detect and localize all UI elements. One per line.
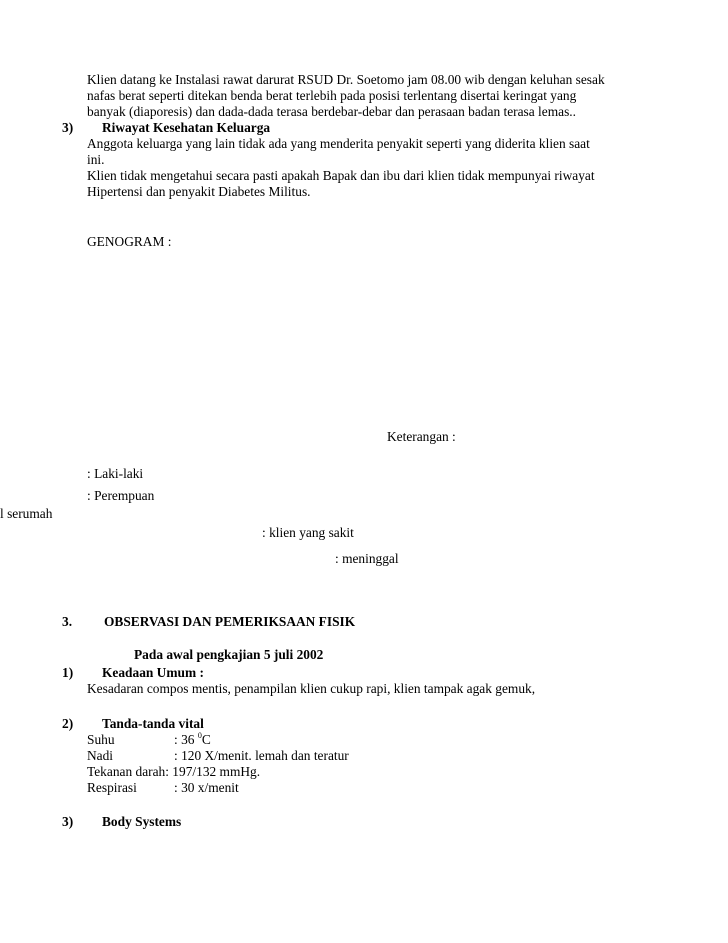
vital-nadi-value: : 120 X/menit. lemah dan teratur xyxy=(174,748,349,763)
observation-number: 3. xyxy=(62,614,73,629)
vital-respirasi xyxy=(87,779,239,796)
genogram-legend-title: Keterangan : xyxy=(387,429,456,444)
legend-patient: : klien yang sakit xyxy=(262,525,354,540)
vital-suhu-degree: 0 xyxy=(197,730,202,740)
family-history-line-1: Anggota keluarga yang lain tidak ada yang menderita penyakit seperti yang diderita klien saat xyxy=(87,136,590,151)
general-text: Kesadaran compos mentis, penampilan klien cukup rapi, klien tampak agak gemuk, xyxy=(87,681,536,696)
vitals-number: 2) xyxy=(62,716,74,731)
legend-female: : Perempuan xyxy=(87,488,155,503)
body-systems-number: 3) xyxy=(62,814,74,829)
vital-nadi-label: Nadi xyxy=(87,748,114,763)
family-history-line-2: ini. xyxy=(87,152,105,167)
history-line-1: Klien datang ke Instalasi rawat darurat RSUD Dr. Soetomo jam 08.00 wib dengan keluhan sesak xyxy=(87,72,605,87)
family-history-line-4: Hipertensi dan penyakit Diabetes Militus. xyxy=(87,184,311,199)
history-line-3: banyak (diaporesis) dan dada-dada terasa berdebar-debar dan perasaan badan terasa lemas.. xyxy=(87,104,576,119)
vital-nadi xyxy=(87,747,349,764)
vital-suhu-unit: C xyxy=(201,732,211,747)
vital-resp-value: : 30 x/menit xyxy=(174,780,239,795)
family-history-line-3: Klien tidak mengetahui secara pasti apakah Bapak dan ibu dari klien tidak mempunyai riwayat xyxy=(87,168,595,183)
observation-heading: OBSERVASI DAN PEMERIKSAAN FISIK xyxy=(104,614,356,629)
vital-resp-label: Respirasi xyxy=(87,780,137,795)
vital-suhu-value: : 36 xyxy=(174,732,195,747)
general-heading: Keadaan Umum : xyxy=(102,665,204,680)
legend-household: l serumah xyxy=(0,506,53,521)
family-history-heading: Riwayat Kesehatan Keluarga xyxy=(102,120,271,135)
vital-suhu xyxy=(87,731,211,748)
genogram-label: GENOGRAM : xyxy=(87,234,172,249)
vital-suhu-label: Suhu xyxy=(87,732,115,747)
family-history-number: 3) xyxy=(62,120,74,135)
legend-male: : Laki-laki xyxy=(87,466,144,481)
legend-deceased: : meninggal xyxy=(335,551,399,566)
vitals-heading: Tanda-tanda vital xyxy=(102,716,204,731)
vital-tekanan-darah: Tekanan darah: 197/132 mmHg. xyxy=(87,764,261,779)
history-line-2: nafas berat seperti ditekan benda berat terlebih pada posisi terlentang disertai keringat yang xyxy=(87,88,577,103)
observation-subheading: Pada awal pengkajian 5 juli 2002 xyxy=(134,647,324,662)
general-number: 1) xyxy=(62,665,74,680)
body-systems-heading: Body Systems xyxy=(102,814,182,829)
